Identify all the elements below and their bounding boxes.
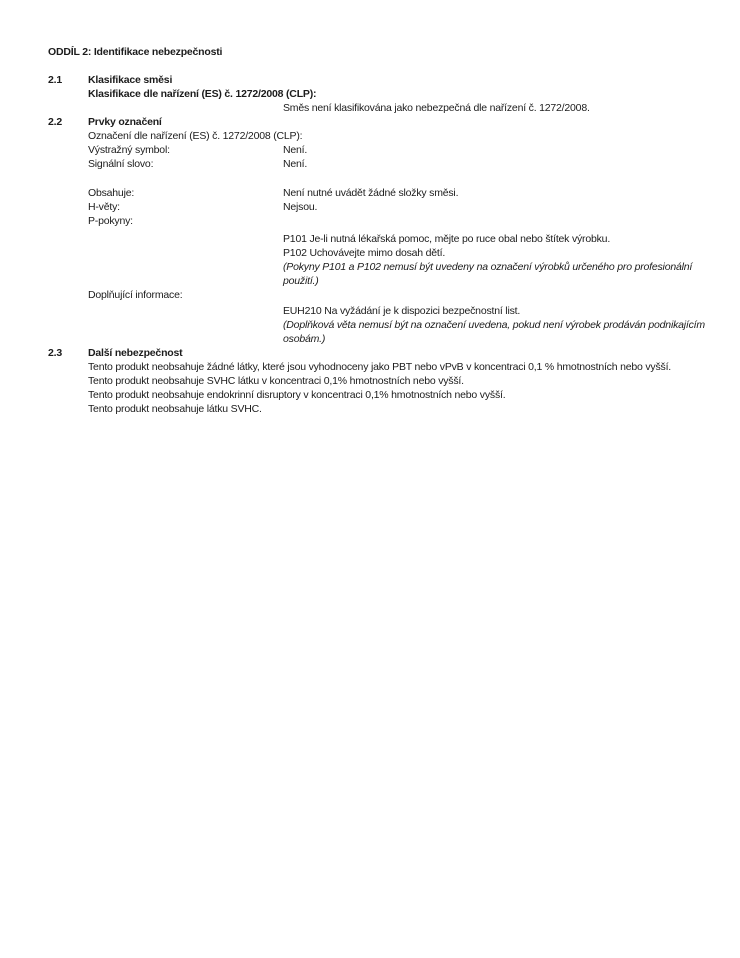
euh-statement-line: EUH210 Na vyžádání je k dispozici bezpečnostní list. <box>283 305 521 317</box>
supplemental-info-label: Doplňující informace: <box>88 289 183 301</box>
subsection-number: 2.3 <box>48 347 62 359</box>
classification-subtitle: Klasifikace dle nařízení (ES) č. 1272/2008 (CLP): <box>88 88 317 100</box>
blank-line <box>48 171 692 186</box>
field-row <box>48 186 692 200</box>
p-statement-line: P101 Je-li nutná lékařská pomoc, mějte po ruce obal nebo štítek výrobku. <box>283 233 611 245</box>
field-row <box>48 200 692 214</box>
field-row <box>48 143 692 157</box>
subsection-2-2-title-row <box>48 115 692 129</box>
subsection-title: Další nebezpečnost <box>88 347 183 359</box>
subsection-title: Klasifikace směsi <box>88 74 173 86</box>
subsection-number: 2.2 <box>48 116 62 128</box>
section-heading: ODDÍL 2: Identifikace nebezpečnosti <box>48 46 223 58</box>
field-value: Není nutné uvádět žádné složky směsi. <box>283 187 459 199</box>
p-statements-label: P-pokyny: <box>88 215 133 227</box>
field-label: Výstražný symbol: <box>88 144 170 156</box>
subsection-number: 2.1 <box>48 74 62 86</box>
field-label: H-věty: <box>88 201 120 213</box>
field-value: Nejsou. <box>283 201 318 213</box>
field-label: Signální slovo: <box>88 158 154 170</box>
classification-value: Směs není klasifikována jako nebezpečná dle nařízení č. 1272/2008. <box>283 102 590 114</box>
subsection-2-1-title-row <box>48 73 692 87</box>
field-label: Obsahuje: <box>88 187 135 199</box>
other-hazards-line: Tento produkt neobsahuje SVHC látku v koncentraci 0,1% hmotnostních nebo vyšší. <box>88 375 464 387</box>
field-value: Není. <box>283 158 308 170</box>
other-hazards-line: Tento produkt neobsahuje žádné látky, které jsou vyhodnoceny jako PBT nebo vPvB v koncentraci 0,1 % hmotnostních nebo vyšší. <box>88 361 672 373</box>
subsection-title: Prvky označení <box>88 116 162 128</box>
supplemental-note-line: osobám.) <box>283 333 326 345</box>
labelling-subtitle: Označení dle nařízení (ES) č. 1272/2008 (CLP): <box>88 130 303 142</box>
p-statement-note-line: použití.) <box>283 275 319 287</box>
p-statement-line: P102 Uchovávejte mimo dosah dětí. <box>283 247 446 259</box>
supplemental-note-line: (Doplňková věta nemusí být na označení uvedena, pokud není výrobek prodáván podnikajícím <box>283 319 705 331</box>
subsection-2-3-title-row <box>48 346 692 360</box>
field-value: Není. <box>283 144 308 156</box>
p-statement-note-line: (Pokyny P101 a P102 nemusí být uvedeny na označení výrobků určeného pro profesionální <box>283 261 693 273</box>
other-hazards-line: Tento produkt neobsahuje látku SVHC. <box>88 403 262 415</box>
other-hazards-line: Tento produkt neobsahuje endokrinní disruptory v koncentraci 0,1% hmotnostních nebo vyšší. <box>88 389 506 401</box>
field-row <box>48 157 692 171</box>
